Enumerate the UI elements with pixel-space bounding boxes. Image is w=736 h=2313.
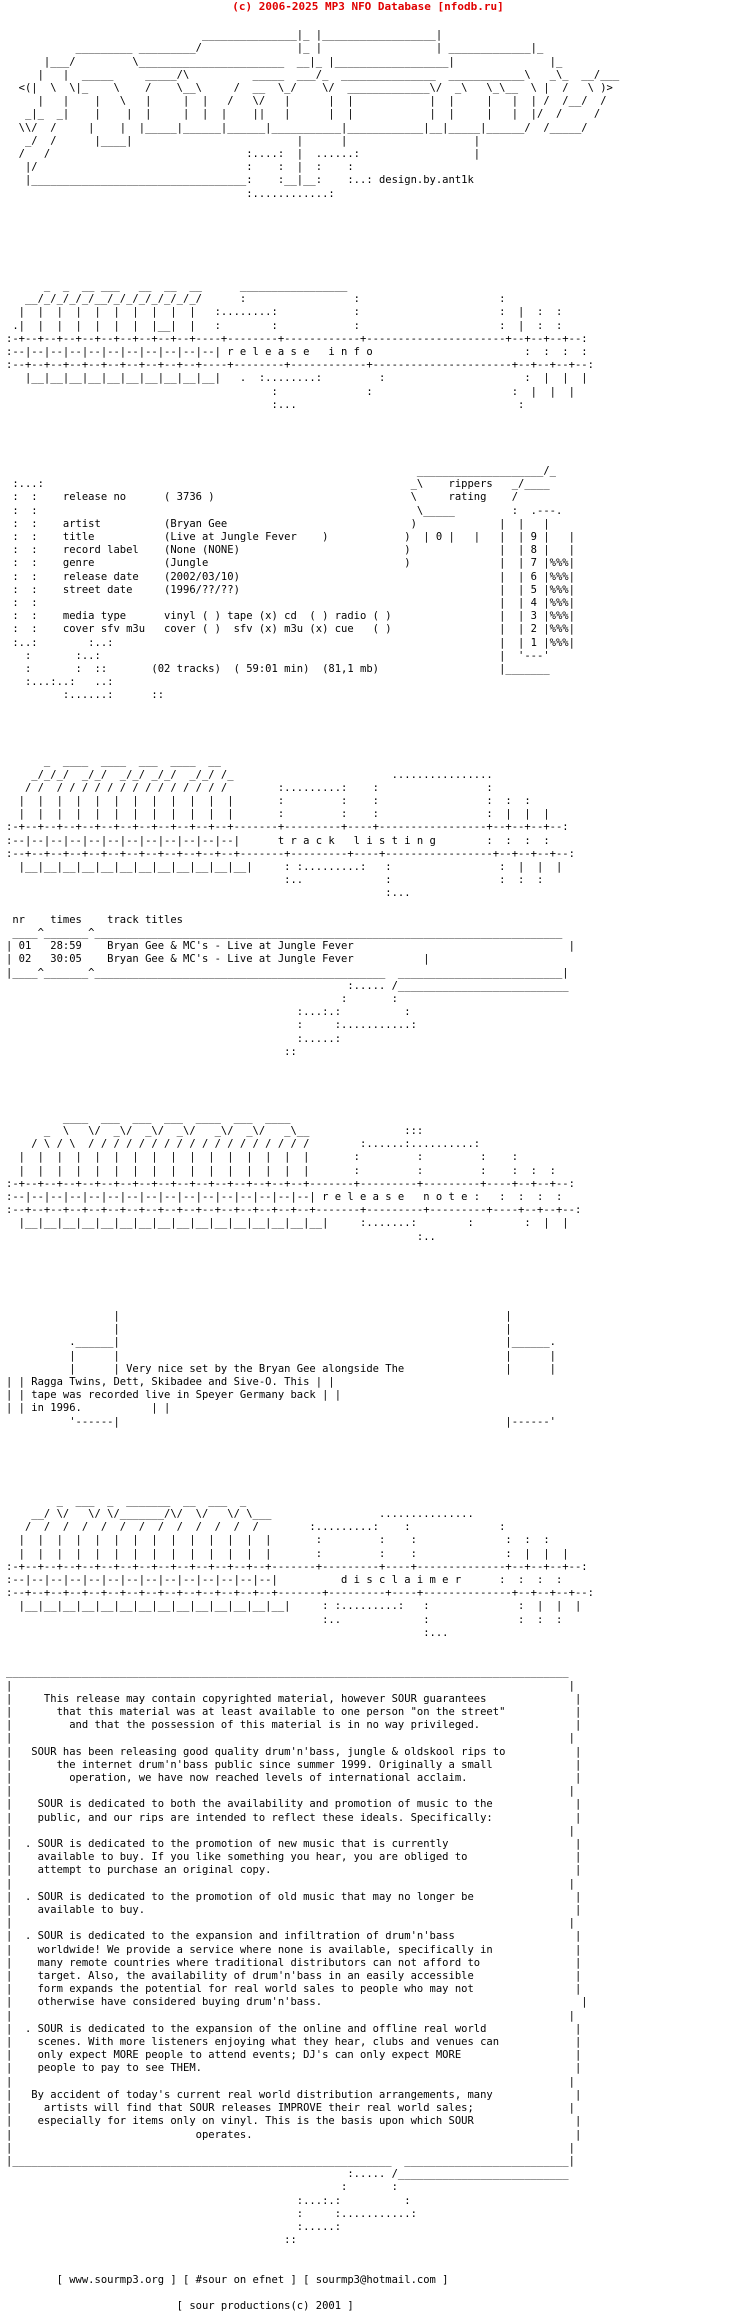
site-header: (c) 2006-2025 MP3 NFO Database [nfodb.ru]: [232, 0, 504, 13]
nfo-text: _______________|_ |__________________| _________ _________/ |_ | | _____________|_ |___/ \_______________________ __|_ |__________________| |_ | | _____ _____/\ _____ ___/_ _______________ ____________\ _\_ __/___ <(| \ \|_ \ / \__\ / __ \_/ \/ _____________\/ _\ \_\__ \ | / \ )> | | | \ | | | / \/ | | | | | | | | / /__/ / _|_ _| | | | | | | || | | | | | | | |/ / / \\/ / | | |_____|______|______|___________|____________|__|_____|______/ /_____/ _/ / |____| | | | / / :....: | ......: | |/ : : | : : |__________________________________: :__|__: :..: design.by.ant1k :............: _ _ __ ___ __ __ __ _________________ __/_/_/_/_/__/_/_/_/_/_/_/_/ : : : | | | | | | | | | | :........: : : | : : .| | | | | | | |__| | : : : : | : : :-+--+--+--+--+--+--+--+--+--+----+--------+------------+----------------------+--+--+--+--: :--|--|--|--|--|--|--|--|--|--|--| r e l e a s e i n f o : : : : :--+--+--+--+--+--+--+--+--+--+----+--------+------------+----------------------+--+--+--+--: |__|__|__|__|__|__|__|__|__|__| . :........: : : | | | : : : | | | :... : ____________________/_ :...: _\ rippers _/____ : : release no ( 3736 ) \ rating / : : \_____ : .---. : : artist (Bryan Gee ) | | | : : title (Live at Jungle Fever ) ) | 0 | | | | 9 | | : : record label (None (NONE) ) | | 8 | | : : genre (Jungle ) | | 7 |%%%| : : release date (2002/03/10) | | 6 |%%%| : : street date (1996/??/??) | | 5 |%%%| : : | | 4 |%%%| : : media type vinyl ( ) tape (x) cd ( ) radio ( ) | | 3 |%%%| : : cover sfv m3u cover ( ) sfv (x) m3u (x) cue ( ) | | 2 |%%%| :..: :..: | | 1 |%%%| : :..: | '---' : : :: (02 tracks) ( 59:01 min) (81,1 mb) |_______ :...:..: ..: :......: :: _ ____ ____ ___ ____ __ _/_/_/ _/_/ _/_/ _/_/ _/_/ /_ ................ / / / / / / / / / / / / / / / / :.........: : : | | | | | | | | | | | | : : : : : : | | | | | | | | | | | | : : : : | | | :-+--+--+--+--+--+--+--+--+--+--+--+-------+---------+----+-----------------+--+--+--+--: :--|--|--|--|--|--|--|--|--|--|--|--| t r a c k l i s t i n g : : : : :--+--+--+--+--+--+--+--+--+--+--+--+-------+---------+----+-----------------+--+--+--+--: |__|__|__|__|__|__|__|__|__|__|__|__| : :.........: : : | | | :.. : : : : :... nr times track titles ____^_______^__________________________________________________________________________ | 01 28:59 Bryan Gee & MC's - Live at Jungle Fever | | 02 30:05 Bryan Gee & MC's - Live at Jungle Fever | |____^_______^______________________________________________ __________________________| :..... /___________________________ : : :...:.: : : :...........: :.....: :: ____ ___ ___ ___ ____ ___ ____ _ \ \/ _\/ _\/ _\/ _\/ _\/ _\__ ::: / \ / \ / / / / / / / / / / / / / / / / / / :......:..........: | | | | | | | | | | | | | | | | : : : : | | | | | | | | | | | | | | | | : : : : : : :-+--+--+--+--+--+--+--+--+--+--+--+--+--+--+--+-------+---------+---------+----+--+--+--: :--|--|--|--|--|--|--|--|--|--|--|--|--|--|--|--| r e l e a s e n o t e : : : : : :--+--+--+--+--+--+--+--+--+--+--+--+--+--+--+--+-------+---------+---------+----+--+--+--: |__|__|__|__|__|__|__|__|__|__|__|__|__|__|__|__| :.......: : : | | :.. | | | | .______| |______. | | | | | | Very nice set by the Bryan Gee alongside The | | | | Ragga Twins, Dett, Skibadee and Sive-O. This | | | | tape was recorded live in Speyer Germany back | | | | in 1996. | | '------| |------' _ ___ _ _______ __ ___ _ __/ \/ \/ \/_______/\/ \/ \/ \___ ............... / / / / / / / / / / / / / :.........: : : | | | | | | | | | | | | | | : : : : : : | | | | | | | | | | | | | | : : : : | | | :-+--+--+--+--+--+--+--+--+--+--+--+--+--+-------+---------+----+--------------+--+--+--+--: :--|--|--|--|--|--|--|--|--|--|--|--|--|--| d i s c l a i m e r : : : : :--+--+--+--+--+--+--+--+--+--+--+--+--+--+-------+---------+----+--------------+--+--+--+--: |__|__|__|__|__|__|__|__|__|__|__|__|__|__| : :.........: : : | | | :.. : : : : :... _________________________________________________________________________________________ | | | This release may contain copyrighted material, however SOUR guarantees | | that this material was at least available to one person "on the street" | | and that the possession of this material is in no way privileged. | | | | SOUR has been releasing good quality drum'n'bass, jungle & oldskool rips to | | the internet drum'n'bass public since summer 1999. Originally a small | | operation, we have now reached levels of international acclaim. | | | | SOUR is dedicated to both the availability and promotion of music to the | | public, and our rips are intended to reflect these ideals. Specifically: | | | | . SOUR is dedicated to the promotion of new music that is currently | | available to buy. If you like something you hear, you are obliged to | | attempt to purchase an original copy. | | | | . SOUR is dedicated to the promotion of old music that may no longer be | | available to buy. | | | | . SOUR is dedicated to the expansion and infiltration of drum'n'bass | | worldwide! We provide a service where none is available, specifically in | | many remote countries where traditional distributors can not afford to | | target. Also, the availability of drum'n'bass in an easily accessible | | form expands the potential for real world sales to people who may not | | otherwise have considered buying drum'n'bass. | | | | . SOUR is dedicated to the expansion of the online and offline real world | | scenes. With more listeners enjoying what they hear, clubs and venues can | | only expect MORE people to attend events; DJ's can only expect MORE | | people to pay to see THEM. | | | | By accident of today's current real world distribution arrangements, many | | artists will find that SOUR releases IMPROVE their real world sales; | | especially for items only on vinyl. This is the basis upon which SOUR | | operates. | | | |____________________________________________________________ __________________________| :..... /___________________________ : : :...:.: : : :...........: :.....: :: [ www.sourmp3.org ] [ #sour on efnet ] [ sourmp3@hotmail.com ] [ sour productions(c) 2001 ]: [6, 29, 620, 2313]
